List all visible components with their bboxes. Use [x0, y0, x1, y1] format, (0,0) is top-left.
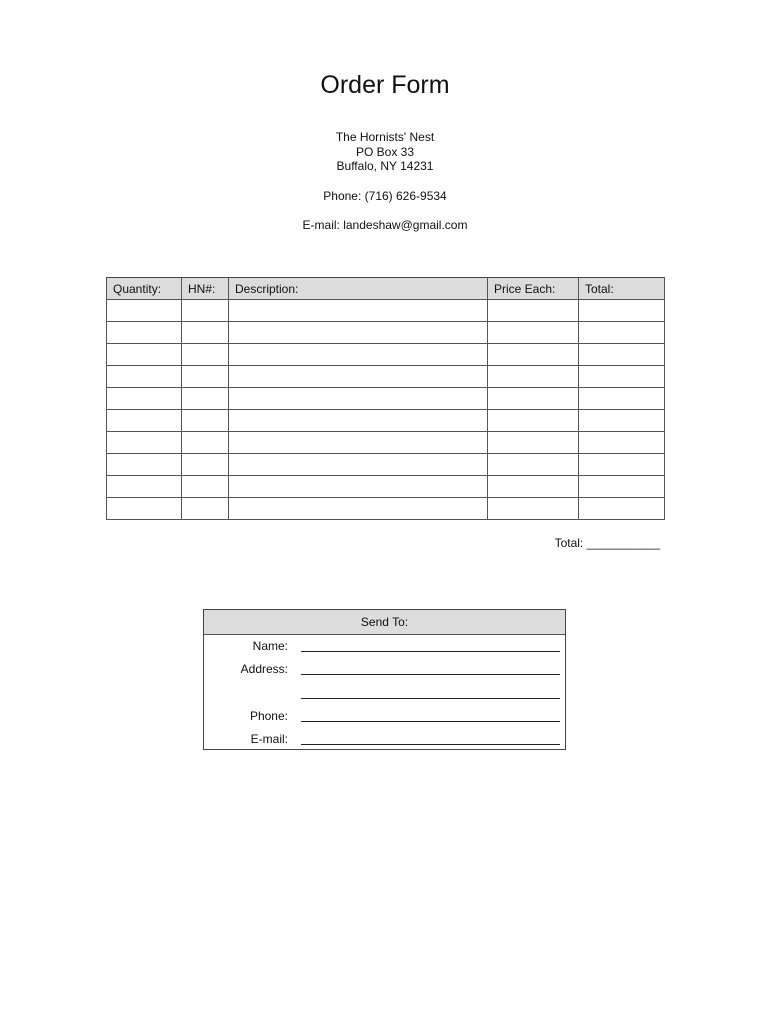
cell-quantity[interactable]: [107, 476, 182, 498]
address-line-1: The Hornists' Nest: [335, 130, 435, 144]
header-description: Description:: [229, 278, 488, 300]
cell-hn-number[interactable]: [182, 322, 229, 344]
header-quantity: Quantity:: [107, 278, 182, 300]
cell-hn-number[interactable]: [182, 344, 229, 366]
cell-description[interactable]: [229, 322, 488, 344]
address-line-3: Buffalo, NY 14231: [336, 159, 434, 173]
cell-price-each[interactable]: [488, 454, 579, 476]
cell-quantity[interactable]: [107, 454, 182, 476]
cell-price-each[interactable]: [488, 410, 579, 432]
send-row-address: [204, 662, 564, 676]
send-to-box: [203, 609, 566, 750]
send-row-name: [204, 639, 564, 653]
cell-hn-number[interactable]: [182, 366, 229, 388]
cell-price-each[interactable]: [488, 300, 579, 322]
cell-quantity[interactable]: [107, 300, 182, 322]
cell-price-each[interactable]: [488, 388, 579, 410]
table-row: [107, 476, 665, 498]
table-row: [107, 388, 665, 410]
cell-hn-number[interactable]: [182, 498, 229, 520]
cell-total[interactable]: [579, 432, 665, 454]
order-table-header-row: [107, 278, 665, 300]
cell-total[interactable]: [579, 344, 665, 366]
cell-total[interactable]: [579, 388, 665, 410]
cell-description[interactable]: [229, 366, 488, 388]
cell-price-each[interactable]: [488, 498, 579, 520]
cell-total[interactable]: [579, 454, 665, 476]
table-row: [107, 366, 665, 388]
cell-quantity[interactable]: [107, 366, 182, 388]
cell-total[interactable]: [579, 322, 665, 344]
cell-total[interactable]: [579, 410, 665, 432]
send-row-email: [204, 732, 564, 746]
cell-description[interactable]: [229, 344, 488, 366]
grand-total-field[interactable]: Total: ___________: [554, 536, 660, 550]
table-row: [107, 498, 665, 520]
cell-quantity[interactable]: [107, 432, 182, 454]
cell-description[interactable]: [229, 410, 488, 432]
cell-hn-number[interactable]: [182, 388, 229, 410]
cell-quantity[interactable]: [107, 498, 182, 520]
cell-hn-number[interactable]: [182, 476, 229, 498]
phone-field[interactable]: [301, 721, 560, 722]
page-title: Order Form: [320, 71, 450, 99]
cell-price-each[interactable]: [488, 432, 579, 454]
cell-hn-number[interactable]: [182, 454, 229, 476]
cell-description[interactable]: [229, 432, 488, 454]
address-line-2: PO Box 33: [355, 144, 415, 159]
cell-quantity[interactable]: [107, 388, 182, 410]
company-address: [0, 130, 770, 174]
cell-hn-number[interactable]: [182, 300, 229, 322]
table-row: [107, 410, 665, 432]
send-row-phone: [204, 709, 564, 723]
name-label: Name:: [252, 639, 288, 653]
cell-quantity[interactable]: [107, 410, 182, 432]
cell-total[interactable]: [579, 498, 665, 520]
phone-label: Phone:: [249, 709, 288, 723]
cell-description[interactable]: [229, 388, 488, 410]
cell-price-each[interactable]: [488, 344, 579, 366]
table-row: [107, 344, 665, 366]
send-row-address-2: [204, 686, 564, 700]
header-total: Total:: [579, 278, 665, 300]
address-label: Address:: [240, 662, 288, 676]
address-field[interactable]: [301, 674, 560, 675]
name-field[interactable]: [301, 651, 560, 652]
cell-hn-number[interactable]: [182, 410, 229, 432]
cell-description[interactable]: [229, 300, 488, 322]
address-field-2[interactable]: [301, 698, 560, 699]
cell-price-each[interactable]: [488, 322, 579, 344]
table-row: [107, 432, 665, 454]
cell-description[interactable]: [229, 454, 488, 476]
email-field[interactable]: [301, 744, 560, 745]
header-price-each: Price Each:: [488, 278, 579, 300]
email-label: E-mail:: [250, 732, 288, 746]
cell-quantity[interactable]: [107, 344, 182, 366]
cell-total[interactable]: [579, 300, 665, 322]
table-row: [107, 300, 665, 322]
cell-price-each[interactable]: [488, 366, 579, 388]
header-hn-number: HN#:: [182, 278, 229, 300]
cell-total[interactable]: [579, 366, 665, 388]
cell-description[interactable]: [229, 498, 488, 520]
send-to-header: Send To:: [204, 610, 565, 635]
company-email: E-mail: landeshaw@gmail.com: [302, 218, 468, 232]
cell-hn-number[interactable]: [182, 432, 229, 454]
cell-quantity[interactable]: [107, 322, 182, 344]
company-phone: Phone: (716) 626-9534: [323, 189, 447, 203]
cell-price-each[interactable]: [488, 476, 579, 498]
cell-description[interactable]: [229, 476, 488, 498]
cell-total[interactable]: [579, 476, 665, 498]
table-row: [107, 454, 665, 476]
table-row: [107, 322, 665, 344]
order-table: [106, 277, 665, 520]
